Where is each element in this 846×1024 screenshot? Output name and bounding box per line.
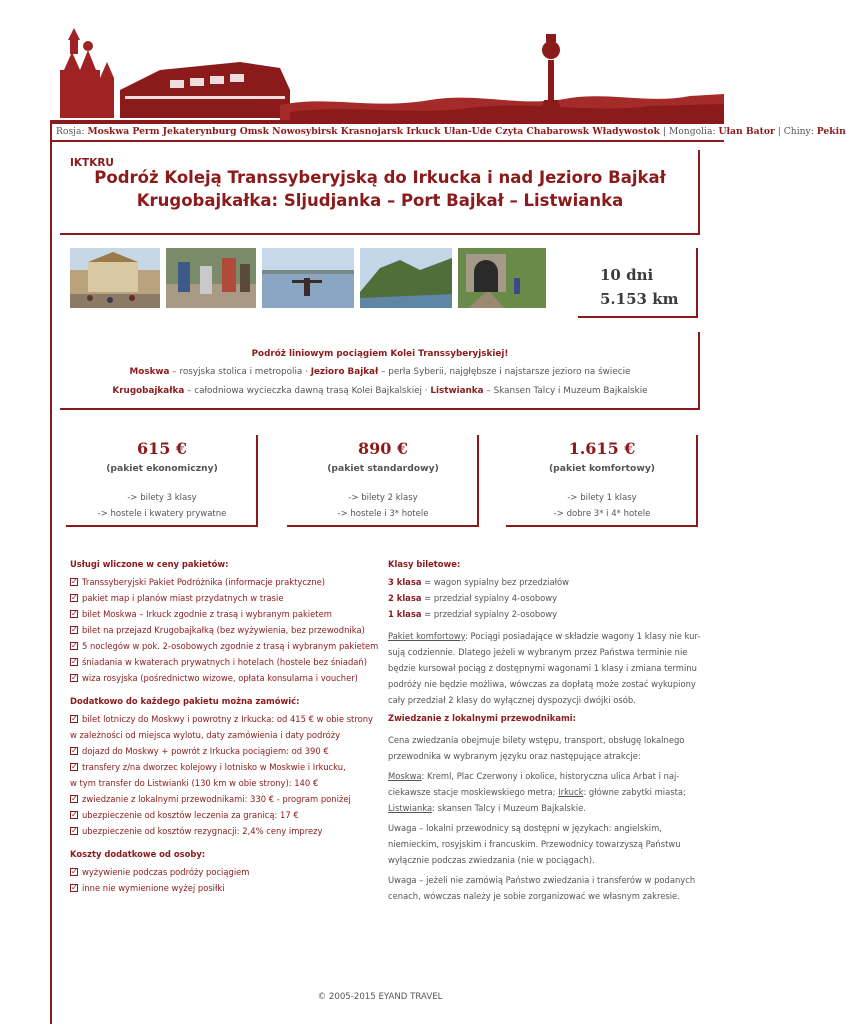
extras-item	[70, 711, 373, 727]
guides-text: : Kreml, Plac Czerwony i okolice, historyczna ulica Arbat i naj-	[421, 771, 680, 781]
comfort-note-line: będzie kursował pociąg z dostępnymi wagonami 1 klasy i zmiana terminu	[388, 663, 697, 673]
item-text: bilet na przejazd Krugobajkałką (bez wyżywienia, bez przewodnika)	[82, 625, 365, 635]
item-text: Transsyberyjski Pakiet Podróżnika (informacje praktyczne)	[82, 577, 326, 587]
tour-code: IKTKRU	[70, 157, 114, 169]
package-comfort	[506, 435, 698, 527]
item-text: pakiet map i planów miast przydatnych w trasie	[82, 593, 284, 603]
guides-city-label: Moskwa	[388, 771, 422, 781]
checkbox-icon	[70, 674, 78, 682]
left-column	[70, 556, 379, 896]
desc-text: – całodniowa wycieczka dawną trasą Kolei Bajkalskiej ·	[184, 386, 431, 396]
right-column	[388, 556, 703, 904]
guides-heading: Zwiedzanie z lokalnymi przewodnikami:	[388, 713, 576, 723]
desc-krugobajkalka: Krugobajkałka	[112, 386, 185, 396]
package-economic	[66, 435, 258, 527]
item-text: zwiedzanie z lokalnymi przewodnikami: 330 € - program poniżej	[82, 794, 351, 804]
route-rule	[50, 140, 724, 142]
class-3	[388, 574, 703, 590]
checkbox-icon	[70, 795, 78, 803]
checkbox-icon	[70, 610, 78, 618]
photo-mountains	[360, 248, 452, 308]
checkbox-icon	[70, 884, 78, 892]
class-text: = wagon sypialny bez przedziałów	[421, 577, 569, 587]
class-label: 2 klasa	[388, 593, 422, 603]
package-type: (pakiet ekonomiczny)	[106, 463, 218, 474]
included-item	[70, 654, 370, 670]
note-text: : Pociągi posiadające w składzie wagony 1 klasy nie kur-	[465, 631, 701, 641]
extras-item	[70, 743, 370, 759]
package-price: 615 €	[136, 439, 188, 458]
included-item	[70, 622, 370, 638]
extras-item-continuation: w tym transfer do Listwianki (130 km w obie strony): 140 €	[70, 778, 319, 788]
item-text: wyżywienie podczas podróży pociągiem	[82, 867, 250, 877]
guides-city-label: Irkuck	[558, 787, 584, 797]
checkbox-icon	[70, 578, 78, 586]
package-type: (pakiet komfortowy)	[548, 463, 656, 474]
desc-text: – perła Syberii, najgłębsze i najstarsze jezioro na świecie	[378, 367, 631, 377]
tour-title-line2: Krugobajkałka: Sljudjanka – Port Bajkał – Listwianka	[136, 191, 624, 210]
comfort-note-label: Pakiet komfortowy	[388, 631, 466, 641]
package-price: 890 €	[357, 439, 409, 458]
class-2	[388, 590, 703, 606]
costs-heading: Koszty dodatkowe od osoby:	[70, 849, 206, 859]
checkbox-icon	[70, 642, 78, 650]
included-item	[70, 638, 379, 654]
guides-text: : skansen Talcy i Muzeum Bajkalskie.	[432, 803, 586, 813]
desc-baikal: Jezioro Bajkał	[310, 367, 379, 377]
route-separator: |	[662, 126, 666, 137]
classes-heading: Klasy biletowe:	[388, 559, 461, 569]
extras-item	[70, 791, 370, 807]
class-1	[388, 606, 703, 622]
package-tickets: -> bilety 2 klasy	[348, 493, 418, 503]
route-china-cities: Pekin	[816, 126, 846, 137]
checkbox-icon	[70, 715, 78, 723]
route-country-mongolia: Mongolia:	[668, 126, 716, 137]
comfort-note-line: sują codziennie. Dlatego jeżeli w wybranym przez Państwa terminie nie	[388, 647, 688, 657]
guides-note: Uwaga – jeżeli nie zamówią Państwo zwiedzania i transferów w podanych	[388, 875, 696, 885]
photo-people	[166, 248, 256, 308]
route-mongolia-cities: Ułan Bator	[718, 126, 775, 137]
item-text: 5 noclegów w pok. 2-osobowych zgodnie z trasą i wybranym pakietem	[82, 641, 379, 651]
package-accommodation: -> hostele i 3* hotele	[337, 509, 429, 519]
checkbox-icon	[70, 594, 78, 602]
package-standard	[287, 435, 479, 527]
description-heading: Podróż liniowym pociągiem Kolei Transsyberyjskiej!	[251, 349, 509, 359]
photo-lake	[262, 248, 354, 308]
route-bar	[50, 124, 846, 140]
desc-moscow: Moskwa	[129, 367, 170, 377]
photo-tunnel	[458, 248, 546, 308]
class-text: = przedział sypialny 4-osobowy	[421, 593, 558, 603]
costs-item	[70, 864, 370, 880]
item-text: bilet lotniczy do Moskwy i powrotny z Irkucka: od 415 € w obie strony	[82, 714, 373, 724]
class-text: = przedział sypialny 2-osobowy	[421, 609, 558, 619]
guides-intro: Cena zwiedzania obejmuje bilety wstępu, transport, obsługę lokalnego	[388, 735, 685, 745]
included-item	[70, 606, 370, 622]
included-heading: Usługi wliczone w ceny pakietów:	[70, 559, 229, 569]
checkbox-icon	[70, 658, 78, 666]
item-text: wiza rosyjska (pośrednictwo wizowe, opłata konsularna i voucher)	[82, 673, 358, 683]
checkbox-icon	[70, 811, 78, 819]
comfort-note-line: cały przedział 2 klasy do wyłącznej dyspozycji dwójki osób.	[388, 695, 636, 705]
photo-moscow	[70, 248, 160, 308]
route-russia-cities: Moskwa Perm Jekaterynburg Omsk Nowosybirsk Krasnojarsk Irkuck Ułan-Ude Czyta Chabarowsk Władywostok	[87, 126, 660, 137]
route-country-china: Chiny:	[783, 126, 814, 137]
checkbox-icon	[70, 763, 78, 771]
guides-intro: przewodnika w wybranym języku oraz następujące atrakcje:	[388, 751, 641, 761]
item-text: bilet Moskwa – Irkuck zgodnie z trasą i wybranym pakietem	[82, 609, 332, 619]
comfort-note-line	[388, 628, 703, 644]
class-label: 1 klasa	[388, 609, 422, 619]
guides-moscow	[388, 768, 703, 784]
desc-listwianka: Listwianka	[430, 386, 484, 396]
checkbox-icon	[70, 868, 78, 876]
route-country-russia: Rosja:	[56, 126, 85, 137]
comfort-note-line: podróży nie będzie możliwa, wówczas za dopłatą może zostać wykupiony	[388, 679, 696, 689]
desc-text: – Skansen Talcy i Muzeum Bajkalskie	[483, 386, 648, 396]
route-separator: |	[777, 126, 781, 137]
item-text: ubezpieczenie od kosztów rezygnacji: 2,4% ceny imprezy	[82, 826, 323, 836]
guides-listwianka	[388, 800, 703, 816]
item-text: inne nie wymienione wyżej posiłki	[82, 883, 225, 893]
costs-item	[70, 880, 370, 896]
tour-title-line1: Podróż Koleją Transsyberyjską do Irkucka i nad Jezioro Bajkał	[94, 168, 666, 187]
guides-moscow-cont	[388, 784, 703, 800]
page-left-border	[50, 120, 52, 1024]
guides-text: ciekawsze stacje moskiewskiego metra;	[388, 787, 559, 797]
tour-days: 10 dni	[600, 266, 654, 284]
guides-note: cenach, wówczas należy je sobie zorganizować we własnym zakresie.	[388, 891, 680, 901]
extras-item	[70, 759, 370, 775]
item-text: dojazd do Moskwy + powrót z Irkucka pociągiem: od 390 €	[82, 746, 329, 756]
desc-text: – rosyjska stolica i metropolia ·	[169, 367, 311, 377]
package-tickets: -> bilety 1 klasy	[567, 493, 637, 503]
package-accommodation: -> hostele i kwatery prywatne	[97, 509, 227, 519]
guides-note: niemieckim, rosyjskim i francuskim. Przewodnicy towarzyszą Państwu	[388, 839, 681, 849]
item-text: śniadania w kwaterach prywatnych i hotelach (hostele bez śniadań)	[82, 657, 367, 667]
extras-heading: Dodatkowo do każdego pakietu można zamówić:	[70, 696, 300, 706]
included-item	[70, 574, 370, 590]
package-tickets: -> bilety 3 klasy	[127, 493, 197, 503]
checkbox-icon	[70, 626, 78, 634]
header-illustration	[50, 0, 724, 120]
checkbox-icon	[70, 747, 78, 755]
extras-item	[70, 823, 370, 839]
guides-city-label: Listwianka	[388, 803, 433, 813]
included-item	[70, 590, 370, 606]
description-line-1	[60, 367, 700, 377]
extras-item	[70, 807, 370, 823]
item-text: ubezpieczenie od kosztów leczenia za granicą: 17 €	[82, 810, 299, 820]
included-item	[70, 670, 370, 686]
tour-title	[60, 166, 700, 212]
guides-text: : główne zabytki miasta;	[583, 787, 686, 797]
package-accommodation: -> dobre 3* i 4* hotele	[553, 509, 651, 519]
item-text: transfery z/na dworzec kolejowy i lotnisko w Moskwie i Irkucku,	[82, 762, 346, 772]
guides-note: wyłącznie podczas zwiedzania (nie w pociągach).	[388, 855, 595, 865]
guides-note: Uwaga – lokalni przewodnicy są dostępni w językach: angielskim,	[388, 823, 662, 833]
extras-item-continuation: w zależności od miejsca wylotu, daty zamówienia i daty podróży	[70, 730, 341, 740]
class-label: 3 klasa	[388, 577, 422, 587]
description-line-2	[60, 386, 700, 396]
tour-distance: 5.153 km	[600, 290, 679, 308]
package-type: (pakiet standardowy)	[327, 463, 439, 474]
package-price: 1.615 €	[568, 439, 636, 458]
footer-copyright: © 2005-2015 EYAND TRAVEL	[317, 992, 443, 1002]
checkbox-icon	[70, 827, 78, 835]
